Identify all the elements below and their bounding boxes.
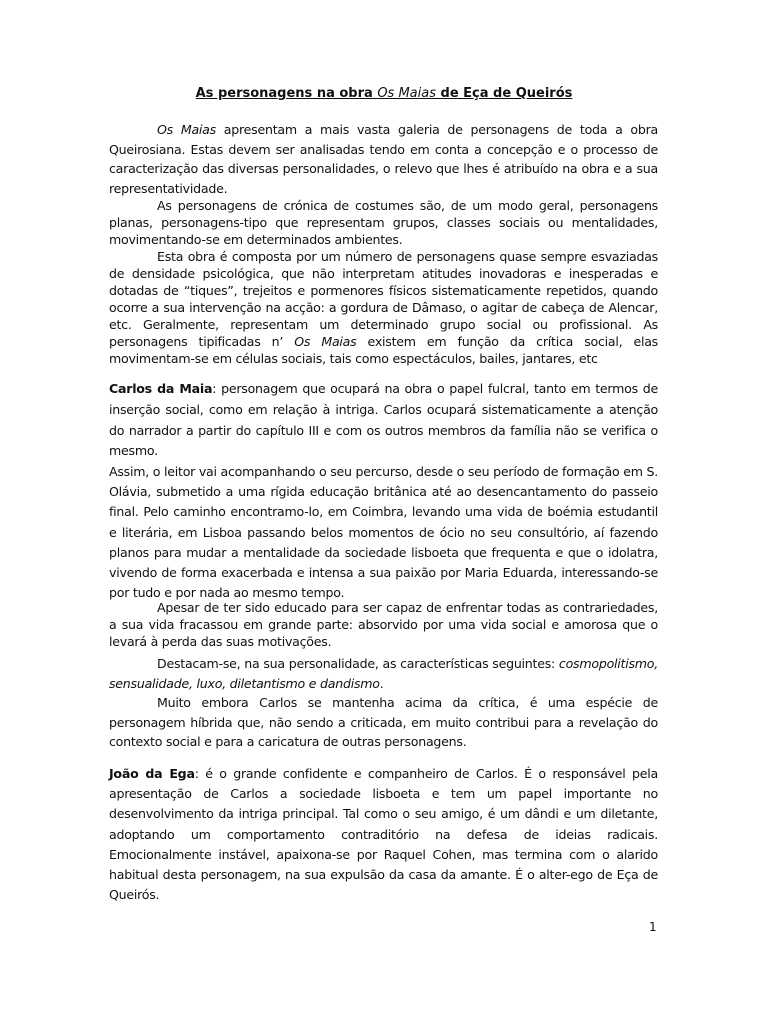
carlos-paragraph-2: Assim, o leitor vai acompanhando o seu percurso, desde o seu período de formação em S. Olávia, submetido a uma rígida educação britânica até ao desencantamento do passeio final. Pelo caminho encontramo-lo, em Coimbra, levando uma vida de boémia estudantil e literária, em Lisboa passando belos momentos de ócio no seu consultório, aí fazendo planos para mudar a mentalidade da sociedade lisboeta que frequenta e que o idolatra, vivendo de forma exacerbada e intensa a sua paixão por Maria Eduarda, interessando-se por tudo e por nada ao mesmo tempo. [109,464,658,601]
carlos-paragraph-4: Destacam-se, na sua personalidade, as características seguintes: cosmopolitismo, sensualidade, luxo, diletantismo e dandismo. [109,656,658,691]
title-book-name: Os Maias [377,86,436,101]
title-text: As personagens na obra [195,86,378,101]
personality-traits: cosmopolitismo, sensualidade, luxo, diletantismo e dandismo [109,656,658,691]
document-title [0,86,768,101]
intro-paragraph-2: As personagens de crónica de costumes são, de um modo geral, personagens planas, personagens-tipo que representam grupos, classes sociais ou mentalidades, movimentando-se em determinados ambientes. [109,198,658,247]
intro-paragraph-3: Esta obra é composta por um número de personagens quase sempre esvaziadas de densidade psicológica, que não interpretam atitudes inovadoras e inesperadas e dotadas de “tiques”, trejeitos e pormenores físicos sistematicamente repetidos, quando ocorre a sua intervenção na acção: a gordura de Dâmaso, o agitar de cabeça de Alencar, etc. Geralmente, representam um determinado grupo social ou profissional. As personagens tipificadas n’ Os Maias existem em função da crítica social, elas movimentam-se em células sociais, tais como espectáculos, bailes, jantares, etc [109,249,658,366]
carlos-paragraph-1: Carlos da Maia: personagem que ocupará na obra o papel fulcral, tanto em termos de inserção social, como em relação à intriga. Carlos ocupará sistematicamente a atenção do narrador a partir do capítulo III e com os outros membros da família não se verifica o mesmo. [109,381,658,459]
carlos-paragraph-5: Muito embora Carlos se mantenha acima da crítica, é uma espécie de personagem híbrida que, não sendo a criticada, em muito contribui para a revelação do contexto social e para a caricatura de outras personagens. [109,695,658,750]
ega-heading: João da Ega [109,766,195,781]
carlos-paragraph-3: Apesar de ter sido educado para ser capaz de enfrentar todas as contrariedades, a sua vida fracassou em grande parte: absorvido por uma vida social e amorosa que o levará à perda das suas motivações. [109,600,658,649]
page-number: 1 [649,920,657,934]
title-author: de Eça de Queirós [436,86,573,101]
book-name: Os Maias [157,122,216,137]
intro-paragraph-1: Os Maias apresentam a mais vasta galeria de personagens de toda a obra Queirosiana. Estas devem ser analisadas tendo em conta a concepção e o processo de caracterização das diversas personalidades, o relevo que lhes é atribuído na obra e a sua representatividade. [109,122,659,196]
book-name: Os Maias [294,334,357,349]
carlos-heading: Carlos da Maia [109,381,213,396]
ega-paragraph: João da Ega: é o grande confidente e companheiro de Carlos. É o responsável pela apresentação de Carlos a sociedade lisboeta e tem um papel importante no desenvolvimento da intriga principal. Tal como o seu amigo, é um dândi e um diletante, adoptando um comportamento contraditório na defesa de ideias radicais. Emocionalmente instável, apaixona-se por Raquel Cohen, mas termina com o alarido habitual desta personagem, na sua expulsão da casa da amante. É o alter-ego de Eça de Queirós. [109,766,658,903]
